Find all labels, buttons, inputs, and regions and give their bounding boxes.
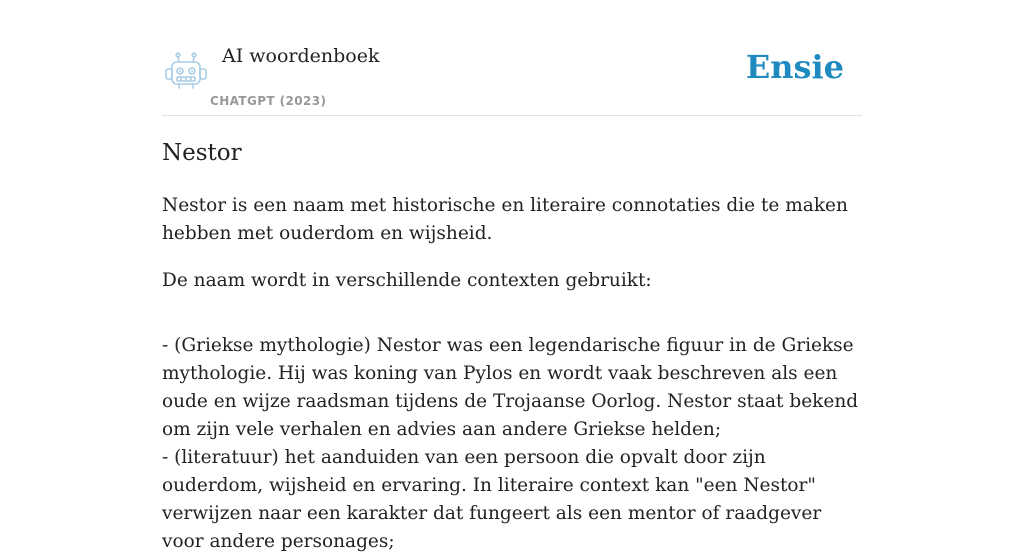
source-name[interactable]: AI woordenboek [222,45,380,67]
list-item: - (literatuur) het aanduiden van een persoon die opvalt door zijn ouderdom, wijsheid en ervaring. In literaire context kan "een Nestor" verwijzen naar een karakter dat fungeert als een mentor of raadgever voor andere personages; [162,447,822,552]
entry-title: Nestor [162,140,242,166]
ensie-logo[interactable]: Ensie [745,48,844,86]
robot-icon [165,52,207,90]
spacer [162,314,862,332]
header [162,0,862,116]
list-item: - (Griekse mythologie) Nestor was een legendarische figuur in de Griekse mythologie. Hij was koning van Pylos en wordt vaak beschreven als een oude en wijze raadsman tijdens de Trojaanse Oorlog. Nestor staat bekend om zijn vele verhalen en advies aan andere Griekse helden; [162,335,859,440]
entry-content [162,192,862,556]
entry-paragraph: De naam wordt in verschillende contexten gebruikt: [162,270,652,291]
entry-paragraph: Nestor is een naam met historische en literaire connotaties die te maken hebben met ouderdom en wijsheid. [162,195,848,244]
page [162,0,862,552]
source-subtitle: CHATGPT (2023) [210,94,327,108]
